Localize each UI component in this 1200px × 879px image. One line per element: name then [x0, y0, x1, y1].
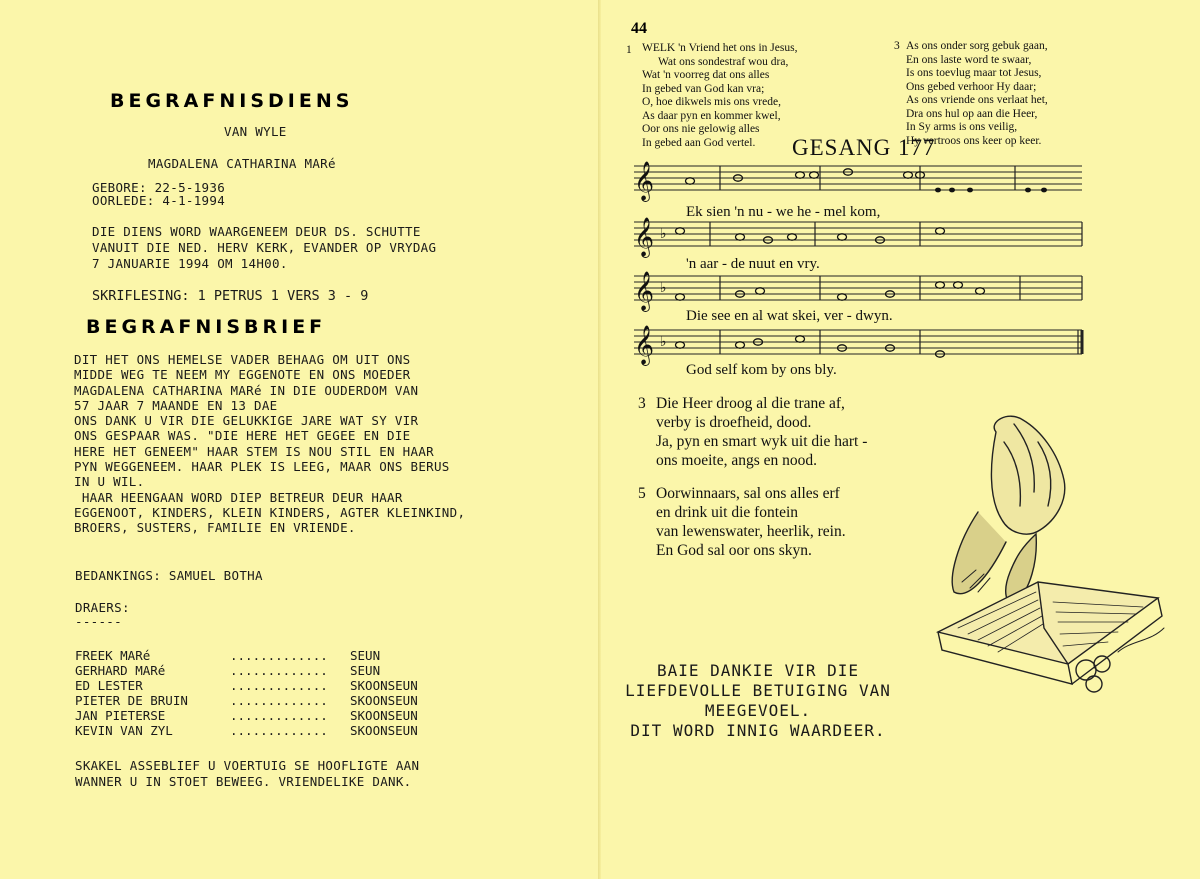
bearer-role: SKOONSEUN	[350, 723, 418, 738]
bearer-dots: .............	[230, 723, 328, 738]
service-line: DIE DIENS WORD WAARGENEEM DEUR DS. SCHUTTE	[92, 224, 421, 239]
lyric-line: 'n aar - de nuut en vry.	[686, 256, 820, 272]
bearer-name: PIETER DE BRUIN	[75, 693, 188, 708]
bearer-dots: .............	[230, 663, 328, 678]
verse-1-line: As daar pyn en kommer kwel,	[642, 109, 781, 122]
verse-3a-line: Dra ons hul op aan die Heer,	[906, 107, 1038, 120]
verse-3a-line: In Sy arms is ons veilig,	[906, 121, 1018, 133]
verse-3-number: 3	[638, 395, 646, 412]
verse-5-number: 5	[638, 485, 646, 502]
service-title: BEGRAFNISDIENS	[110, 90, 354, 112]
closing-line: SKAKEL ASSEBLIEF U VOERTUIG SE HOOFLIGTE AAN	[75, 758, 420, 773]
verse-1-line: O, hoe dikwels mis ons vrede,	[642, 96, 781, 108]
birth-date: GEBORE: 22-5-1936	[92, 180, 226, 195]
closing-line: WANNER U IN STOET BEWEEG. VRIENDELIKE DANK.	[75, 774, 412, 789]
bearer-row	[75, 678, 418, 694]
bearer-row	[75, 693, 418, 709]
letter-line: HAAR HEENGAAN WORD DIEP BETREUR DEUR HAAR	[74, 489, 403, 505]
verse-5-line: En God sal oor ons skyn.	[656, 542, 812, 559]
verse-5-line: Oorwinnaars, sal ons alles erf	[656, 485, 840, 502]
verse-1-line: Oor ons nie gelowig alles	[642, 123, 760, 135]
svg-text:𝄞: 𝄞	[634, 273, 655, 310]
lyric-line: Die see en al wat skei, ver - dwyn.	[686, 308, 893, 324]
verse-3a-line: As ons vriende ons verlaat het,	[906, 94, 1048, 106]
bearer-role: SEUN	[350, 663, 381, 678]
svg-text:♭: ♭	[660, 335, 667, 350]
verse-3a-line: Hy vertroos ons keer op keer.	[906, 134, 1042, 147]
letter-line: MIDDE WEG TE NEEM MY EGGENOTE EN ONS MOEDER	[74, 367, 411, 383]
svg-text:♭: ♭	[660, 227, 667, 242]
verse-1-line: Wat ons sondestraf wou dra,	[658, 55, 789, 68]
bearer-role: SKOONSEUN	[350, 708, 418, 723]
bearer-name: JAN PIETERSE	[75, 708, 166, 723]
verse-1-line: Wat 'n voorreg dat ons alles	[642, 69, 770, 81]
verse-3a-line: Is ons toevlug maar tot Jesus,	[906, 67, 1042, 79]
letter-line: 57 JAAR 7 MAANDE EN 13 DAE	[74, 397, 278, 413]
bearer-row	[75, 723, 418, 739]
van-wyle-label: VAN WYLE	[224, 124, 287, 139]
letter-line: MAGDALENA CATHARINA MARé IN DIE OUDERDOM VAN	[74, 382, 419, 398]
verse-3a-number: 3	[894, 40, 900, 52]
verse-3a-line: Ons gebed verhoor Hy daar;	[906, 80, 1037, 93]
verse-3-line: ons moeite, angs en nood.	[656, 452, 818, 469]
verse-3a-line: As ons onder sorg gebuk gaan,	[906, 40, 1048, 52]
bearer-row	[75, 663, 380, 679]
letter-line: ONS GESPAAR WAS. "DIE HERE HET GEGEE EN DIE	[74, 428, 411, 444]
verse-1-line: In gebed aan God vertel.	[642, 136, 756, 149]
bearer-row	[75, 648, 380, 664]
thanks-line: LIEFDEVOLLE BETUIGING VAN	[625, 681, 891, 700]
verse-1-line: WELK 'n Vriend het ons in Jesus,	[642, 42, 798, 54]
lyric-line: God self kom by ons bly.	[686, 362, 837, 378]
thanks-line: DIT WORD INNIG WAARDEER.	[630, 721, 886, 740]
letter-line: HERE HET GENEEM" HAAR STEM IS NOU STIL EN HAAR	[74, 443, 434, 459]
thanks-line: BAIE DANKIE VIR DIE	[656, 661, 860, 680]
page-fold	[598, 0, 601, 879]
bearer-dots: .............	[230, 693, 328, 708]
verse-3a-line: En ons laste word te swaar,	[906, 53, 1032, 66]
service-line: 7 JANUARIE 1994 OM 14H00.	[92, 256, 288, 271]
verse-3a	[906, 40, 1048, 148]
letter-line: PYN WEGGENEEM. HAAR PLEK IS LEEG, MAAR ONS BERUS	[74, 459, 450, 475]
service-line: VANUIT DIE NED. HERV KERK, EVANDER OP VRYDAG	[92, 240, 437, 255]
thanks-by: BEDANKINGS: SAMUEL BOTHA	[75, 568, 263, 583]
letter-line: IN U WIL.	[74, 474, 145, 490]
page-number: 44	[631, 20, 647, 37]
verse-1-line: In gebed van God kan vra;	[642, 82, 765, 95]
service-details	[92, 224, 436, 272]
verse-5-line: van lewenswater, heerlik, rein.	[656, 523, 846, 540]
closing-note	[75, 758, 419, 790]
bearer-dots: .............	[230, 678, 328, 693]
verse-5-line: en drink uit die fontein	[656, 504, 799, 521]
verse-1	[642, 42, 797, 150]
obituary-letter	[74, 352, 465, 536]
deceased-name: MAGDALENA CATHARINA MARé	[148, 156, 336, 171]
praying-hands-bible-icon	[918, 402, 1198, 702]
bearers-rule: ------	[75, 614, 122, 629]
letter-title: BEGRAFNISBRIEF	[86, 316, 327, 338]
verse-3-line: Die Heer droog al die trane af,	[656, 395, 845, 412]
verse-3-line: Ja, pyn en smart wyk uit die hart -	[656, 433, 868, 450]
hymn-title: GESANG 177	[792, 135, 936, 160]
bearer-role: SEUN	[350, 648, 381, 663]
bearer-name: GERHARD MARé	[75, 663, 166, 678]
lyric-line: Ek sien 'n nu - we he - mel kom,	[686, 204, 881, 220]
scripture-reading: SKRIFLESING: 1 PETRUS 1 VERS 3 - 9	[92, 288, 369, 304]
flat-signs	[660, 227, 667, 350]
bearer-dots: .............	[230, 708, 328, 723]
bearer-name: FREEK MARé	[75, 648, 151, 663]
letter-line: DIT HET ONS HEMELSE VADER BEHAAG OM UIT ONS	[74, 352, 411, 367]
verse-1-number: 1	[626, 44, 632, 56]
bearers-label: DRAERS:	[75, 600, 130, 615]
treble-clef-icons	[634, 162, 654, 366]
verse-3	[656, 394, 867, 470]
bearer-role: SKOONSEUN	[350, 693, 418, 708]
bearer-row	[75, 708, 418, 724]
svg-text:♭: ♭	[660, 281, 667, 296]
thanks-line: MEEGEVOEL.	[704, 701, 812, 720]
bearer-name: KEVIN VAN ZYL	[75, 723, 173, 738]
closing-thanks	[598, 661, 918, 741]
bearer-dots: .............	[230, 648, 328, 663]
letter-line: EGGENOOT, KINDERS, KLEIN KINDERS, AGTER KLEINKIND,	[74, 504, 466, 520]
verse-3-line: verby is droefheid, dood.	[656, 414, 812, 431]
letter-line: ONS DANK U VIR DIE GELUKKIGE JARE WAT SY VIR	[74, 413, 419, 429]
verse-5	[656, 484, 846, 560]
bearer-name: ED LESTER	[75, 678, 143, 693]
svg-text:𝄞: 𝄞	[634, 327, 655, 364]
svg-text:𝄞: 𝄞	[634, 219, 655, 256]
letter-line: BROERS, SUSTERS, FAMILIE EN VRIENDE.	[74, 520, 356, 536]
death-date: OORLEDE: 4-1-1994	[92, 193, 226, 208]
svg-text:𝄞: 𝄞	[634, 163, 655, 200]
bearer-role: SKOONSEUN	[350, 678, 418, 693]
